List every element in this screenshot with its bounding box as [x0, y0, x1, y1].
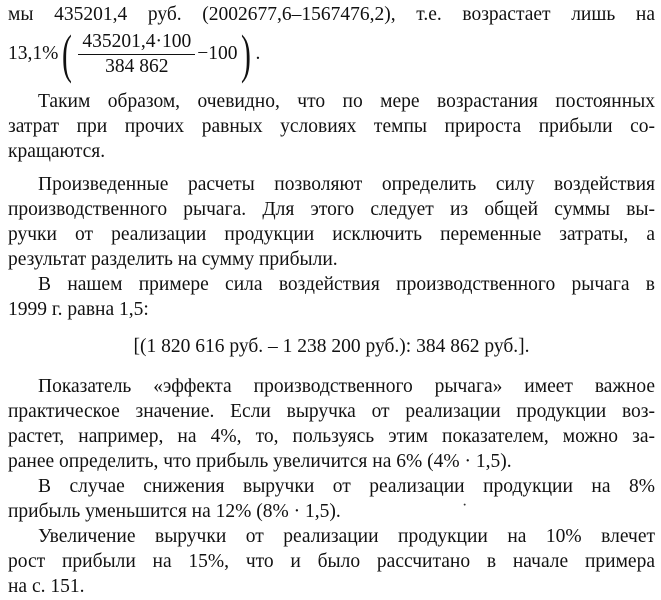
paragraph [8, 172, 655, 272]
paragraph [8, 272, 655, 322]
paragraph [8, 474, 655, 524]
text-line: мы 435201,4 руб. (2002677,6–1567476,2), т.е. возрастает лишь на [8, 4, 655, 25]
paragraph [8, 374, 655, 474]
fraction [78, 31, 195, 78]
text-line: ранее определить, что прибыль увеличится на 6% (4% · 1,5). [8, 451, 512, 472]
text-line: Показатель «эффекта производственного рычага» имеет важное [38, 376, 655, 397]
right-paren: ) [241, 24, 252, 84]
text-line: Увеличение выручки от реализации продукции на 10% влечет [38, 526, 655, 547]
text-line: производственного рычага. Для этого следует из общей суммы вы- [8, 199, 655, 220]
text-line: практическое значение. Если выручка от реализации продукции воз- [8, 401, 655, 422]
formula-end: . [255, 43, 261, 64]
text-line: Произведенные расчеты позволяют определить силу воздействия [38, 174, 655, 195]
text-line: ручки от реализации продукции исключить переменные затраты, а [8, 224, 655, 245]
text-line: прибыль уменьшится на 12% (8% · 1,5). [8, 501, 341, 522]
text-line: В случае снижения выручки от реализации продукции на 8% [38, 476, 655, 497]
text-line: затрат при прочих равных условиях темпы прироста прибыли со- [8, 116, 655, 137]
fraction-numerator: 435201,4·100 [78, 31, 195, 55]
formula [8, 24, 655, 84]
left-paren: ( [62, 24, 73, 84]
paragraph [8, 89, 655, 164]
text-line: на с. 151. [8, 576, 85, 597]
text-line: Таким образом, очевидно, что по мере возрастания постоянных [38, 91, 655, 112]
fraction-denominator: 384 862 [105, 55, 169, 77]
formula-prefix: 13,1% [8, 43, 59, 64]
text-line: растет, например, на 4%, то, пользуясь этим показателем, можно за- [8, 426, 655, 447]
text-line: рост прибыли на 15%, что и было рассчитано в начале примера [8, 551, 655, 572]
text-line: кращаются. [8, 141, 106, 162]
text-line: 1999 г. равна 1,5: [8, 299, 149, 320]
text-line: В нашем примере сила воздействия производственного рычага в [38, 274, 655, 295]
scan-speck: · [462, 497, 468, 514]
equation: [(1 820 616 руб. – 1 238 200 руб.): 384 862 руб.]. [133, 336, 530, 357]
formula-suffix: −100 [197, 43, 238, 64]
text-line: результат разделить на сумму прибыли. [8, 249, 338, 270]
paragraph [8, 524, 655, 599]
